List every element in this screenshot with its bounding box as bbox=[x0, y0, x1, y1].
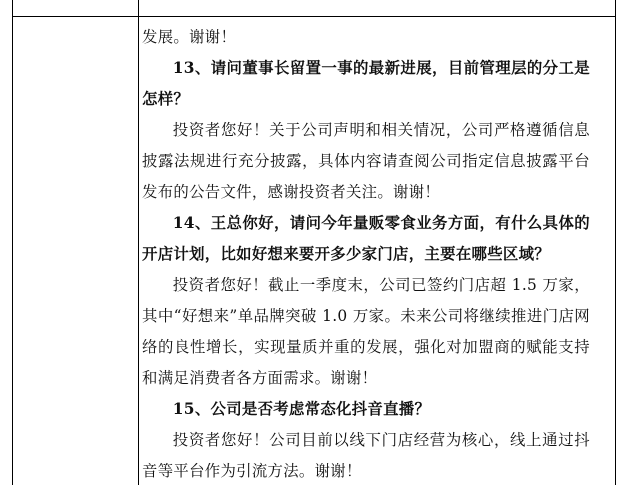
question-13: 13、请问董事长留置一事的最新进展，目前管理层的分工是怎样？ bbox=[142, 59, 590, 108]
answer-15: 投资者您好！公司目前以线下门店经营为核心，线上通过抖音等平台作为引流方法。谢谢！ bbox=[142, 431, 590, 480]
qa-content-cell bbox=[142, 22, 590, 487]
table-column-divider bbox=[138, 0, 139, 485]
question-15: 15、公司是否考虑常态化抖音直播？ bbox=[172, 400, 431, 418]
answer-14: 投资者您好！截止一季度末，公司已签约门店超 1.5 万家，其中“好想来”单品牌突破 1.0 万家。未来公司将继续推进门店网络的良性增长，实现量质并重的发展，强化对加盟商的赋能支持和满足消费者各方面需求。谢谢！ bbox=[142, 276, 590, 387]
question-14: 14、王总你好，请问今年量贩零食业务方面，有什么具体的开店计划，比如好想来要开多少家门店，主要在哪些区域？ bbox=[142, 214, 590, 263]
answer-continuation: 发展。谢谢！ bbox=[142, 28, 237, 46]
table-top-border bbox=[12, 16, 616, 17]
table-left-border bbox=[12, 0, 13, 485]
table-right-border bbox=[615, 0, 616, 485]
answer-13: 投资者您好！关于公司声明和相关情况，公司严格遵循信息披露法规进行充分披露，具体内容请查阅公司指定信息披露平台发布的公告文件，感谢投资者关注。谢谢！ bbox=[142, 121, 590, 201]
